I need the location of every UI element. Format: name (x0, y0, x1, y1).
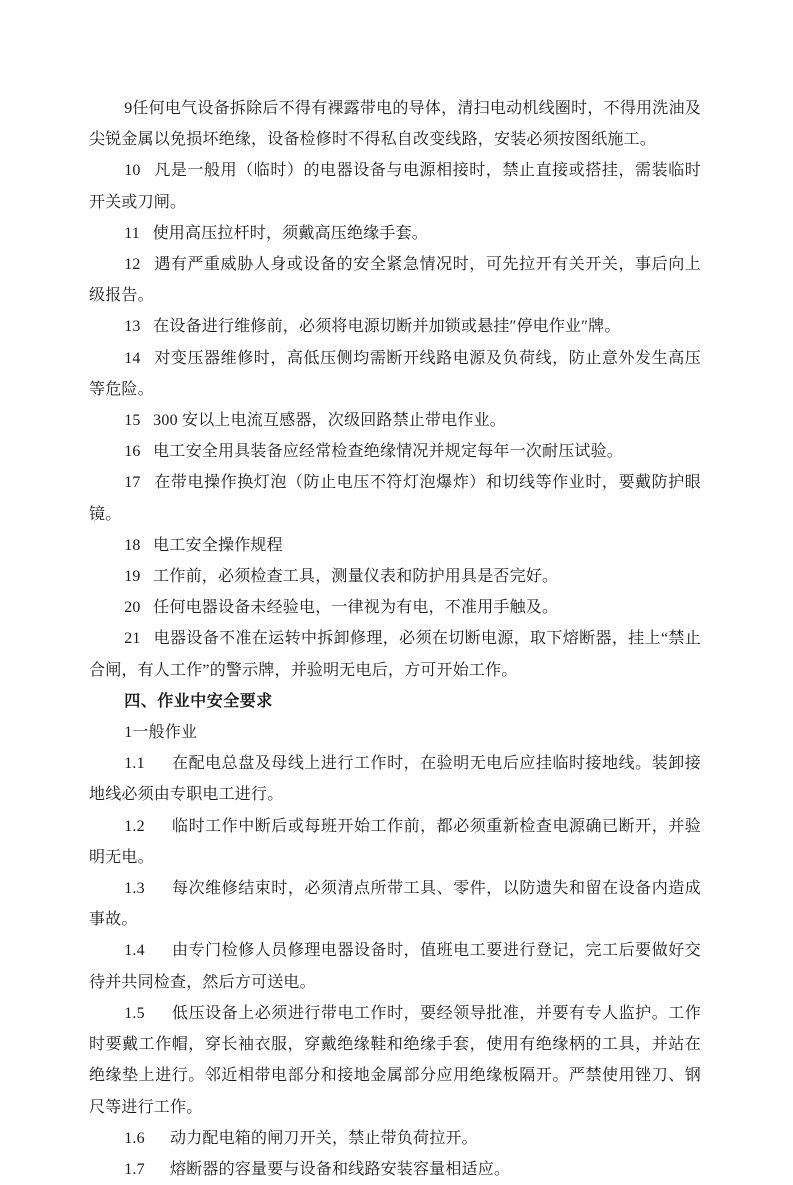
paragraph-item-12: 12 遇有严重威胁人身或设备的安全紧急情况时，可先拉开有关开关，事后向上级报告。 (89, 256, 701, 305)
paragraph-item-1-6: 1.6 动力配电箱的闸刀开关，禁止带负荷拉开。 (124, 1129, 478, 1147)
paragraph-item-21: 21 电器设备不准在运转中拆卸修理，必须在切断电源，取下熔断器，挂上“禁止合闸，有人工作”的警示牌，并验明无电后，方可开始工作。 (89, 630, 701, 679)
paragraph-item-18: 18 电工安全操作规程 (124, 536, 283, 554)
section-heading-4: 四、作业中安全要求 (124, 692, 273, 710)
paragraph-item-1-3: 1.3 每次维修结束时，必须清点所带工具、零件，以防遗失和留在设备内造成事故。 (89, 880, 701, 929)
paragraph-item-1-1: 1.1 在配电总盘及母线上进行工作时，在验明无电后应挂临时接地线。装卸接地线必须由专职电工进行。 (89, 755, 701, 804)
paragraph-item-10: 10 凡是一般用（临时）的电器设备与电源相接时，禁止直接或搭挂，需装临时开关或刀闸。 (89, 162, 701, 211)
paragraph-item-20: 20 任何电器设备未经验电，一律视为有电，不准用手触及。 (124, 599, 559, 617)
paragraph-item-19: 19 工作前，必须检查工具，测量仪表和防护用具是否完好。 (124, 568, 559, 586)
paragraph-item-1-4: 1.4 由专门检修人员修理电器设备时，值班电工要进行登记，完工后要做好交待并共同检查，然后方可送电。 (89, 942, 701, 991)
paragraph-item-1-2: 1.2 临时工作中断后或每班开始工作前，都必须重新检查电源确已断开，并验明无电。 (89, 817, 701, 866)
paragraph-item-17: 17 在带电操作换灯泡（防止电压不符灯泡爆炸）和切线等作业时，要戴防护眼镜。 (89, 474, 701, 523)
paragraph-item-14: 14 对变压器维修时，高低压侧均需断开线路电源及负荷线，防止意外发生高压等危险。 (89, 349, 701, 398)
paragraph-item-15: 15 300 安以上电流互感器，次级回路禁止带电作业。 (124, 412, 506, 430)
paragraph-item-16: 16 电工安全用具装备应经常检查绝缘情况并规定每年一次耐压试验。 (124, 443, 623, 461)
paragraph-item-13: 13 在设备进行维修前，必须将电源切断并加锁或悬挂″停电作业″牌。 (124, 318, 621, 336)
paragraph-item-1-7: 1.7 熔断器的容量要与设备和线路安装容量相适应。 (124, 1160, 511, 1178)
paragraph-item-1-5: 1.5 低压设备上必须进行带电工作时，要经领导批准，并要有专人监护。工作时要戴工作帽，穿长袖衣服，穿戴绝缘鞋和绝缘手套，使用有绝缘柄的工具，并站在绝缘垫上进行。邻近相带电部分和接地金属部分应用绝缘板隔开。严禁使用锉刀、钢尺等进行工作。 (89, 1004, 701, 1116)
subsection-heading-1: 1一般作业 (124, 724, 198, 742)
paragraph-item-11: 11 使用高压拉杆时，须戴高压绝缘手套。 (124, 224, 428, 242)
paragraph-item-9: 9任何电气设备拆除后不得有裸露带电的导体，清扫电动机线圈时，不得用洗油及尖锐金属以免损坏绝缘，设备检修时不得私自改变线路，安装必须按图纸施工。 (89, 100, 701, 149)
